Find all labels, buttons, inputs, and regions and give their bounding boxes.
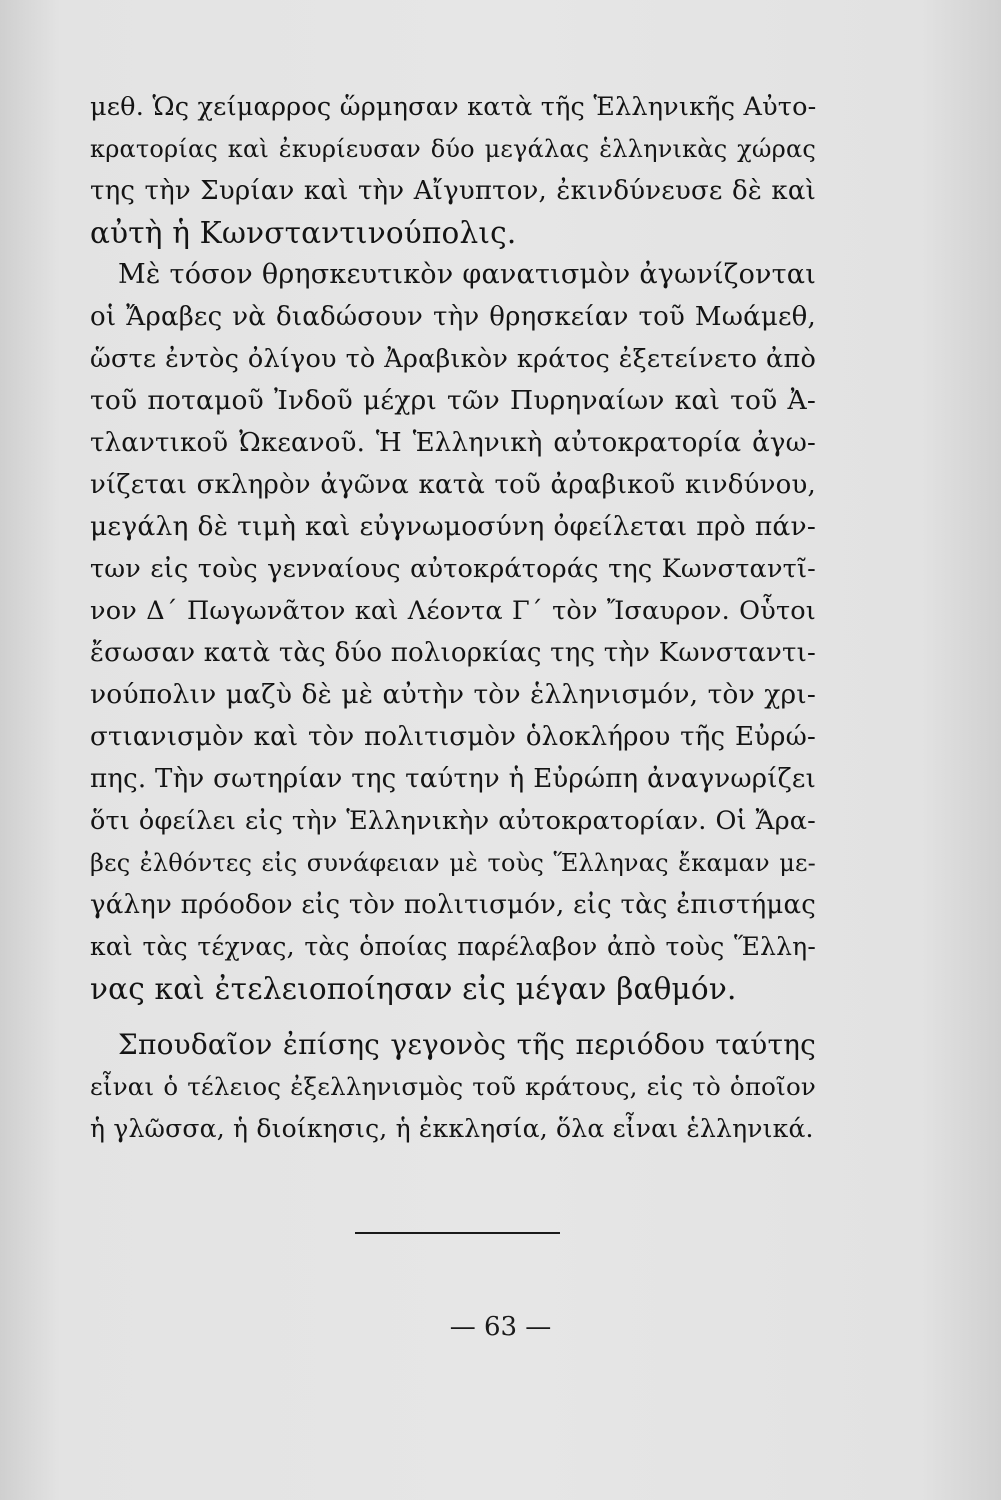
text-line: πης. Τὴν σωτηρίαν της ταύτην ἡ Εὐρώπη ἀναγνωρίζει bbox=[90, 764, 816, 794]
text-line: ὥστε ἐντὸς ὀλίγου τὸ Ἀραβικὸν κράτος ἐξετείνετο ἀπὸ bbox=[90, 344, 816, 374]
text-line: εἶναι ὁ τέλειος ἐξελληνισμὸς τοῦ κράτους, εἰς τὸ ὁποῖον bbox=[90, 1072, 816, 1101]
text-line: νον Δ΄ Πωγωνᾶτον καὶ Λέοντα Γ΄ τὸν Ἴσαυρον. Οὗτοι bbox=[90, 596, 816, 626]
text-line: ὅτι ὀφείλει εἰς τὴν Ἑλληνικὴν αὐτοκρατορίαν. Οἱ Ἄρα- bbox=[90, 806, 816, 836]
body-text bbox=[90, 86, 816, 1150]
text-line: μεθ. Ὡς χείμαρρος ὥρμησαν κατὰ τῆς Ἑλληνικῆς Αὐτο- bbox=[90, 92, 817, 122]
text-line: τοῦ ποταμοῦ Ἰνδοῦ μέχρι τῶν Πυρηναίων καὶ τοῦ Ἀ- bbox=[90, 385, 816, 416]
text-line: της τὴν Συρίαν καὶ τὴν Αἴγυπτον, ἐκινδύνευσε δὲ καὶ bbox=[90, 176, 816, 206]
text-line: Σπουδαῖον ἐπίσης γεγονὸς τῆς περιόδου ταύτης bbox=[118, 1028, 816, 1061]
text-line: νίζεται σκληρὸν ἀγῶνα κατὰ τοῦ ἀραβικοῦ κινδύνου, bbox=[90, 470, 816, 500]
text-line: ἔσωσαν κατὰ τὰς δύο πολιορκίας της τὴν Κωνσταντι- bbox=[90, 638, 816, 668]
page-number: — 63 — bbox=[449, 1312, 552, 1342]
text-line: αὐτὴ ἡ Κωνσταντινούπολις. bbox=[90, 216, 517, 250]
text-line: στιανισμὸν καὶ τὸν πολιτισμὸν ὁλοκλήρου τῆς Εὐρώ- bbox=[90, 722, 816, 752]
footer-rule bbox=[355, 1232, 560, 1234]
text-line: τλαντικοῦ Ὠκεανοῦ. Ἡ Ἑλληνικὴ αὐτοκρατορία ἀγω- bbox=[90, 428, 816, 458]
text-line: γάλην πρόοδον εἰς τὸν πολιτισμόν, εἰς τὰς ἐπιστήμας bbox=[90, 890, 816, 920]
text-line: καὶ τὰς τέχνας, τὰς ὁποίας παρέλαβον ἀπὸ τοὺς Ἕλλη- bbox=[90, 932, 816, 961]
text-line: βες ἐλθόντες εἰς συνάφειαν μὲ τοὺς Ἕλληνας ἔκαμαν με- bbox=[90, 849, 816, 877]
text-line: νούπολιν μαζὺ δὲ μὲ αὐτὴν τὸν ἑλληνισμόν, τὸν χρι- bbox=[90, 679, 816, 710]
text-line: μεγάλη δὲ τιμὴ καὶ εὐγνωμοσύνη ὀφείλεται πρὸ πάν- bbox=[90, 511, 816, 542]
paragraph-gap bbox=[90, 1010, 816, 1024]
text-line: οἱ Ἄραβες νὰ διαδώσουν τὴν θρησκείαν τοῦ Μωάμεθ, bbox=[90, 302, 816, 332]
text-line: ἡ γλῶσσα, ἡ διοίκησις, ἡ ἐκκλησία, ὅλα εἶναι ἑλληνικά. bbox=[90, 1114, 814, 1143]
text-line: κρατορίας καὶ ἐκυρίευσαν δύο μεγάλας ἑλληνικὰς χώρας bbox=[90, 135, 816, 163]
text-line: των εἰς τοὺς γενναίους αὐτοκράτοράς της Κωνσταντῖ- bbox=[90, 554, 816, 584]
text-line: νας καὶ ἐτελειοποίησαν εἰς μέγαν βαθμόν. bbox=[90, 972, 737, 1006]
text-line: Μὲ τόσον θρησκευτικὸν φανατισμὸν ἀγωνίζονται bbox=[118, 259, 816, 290]
